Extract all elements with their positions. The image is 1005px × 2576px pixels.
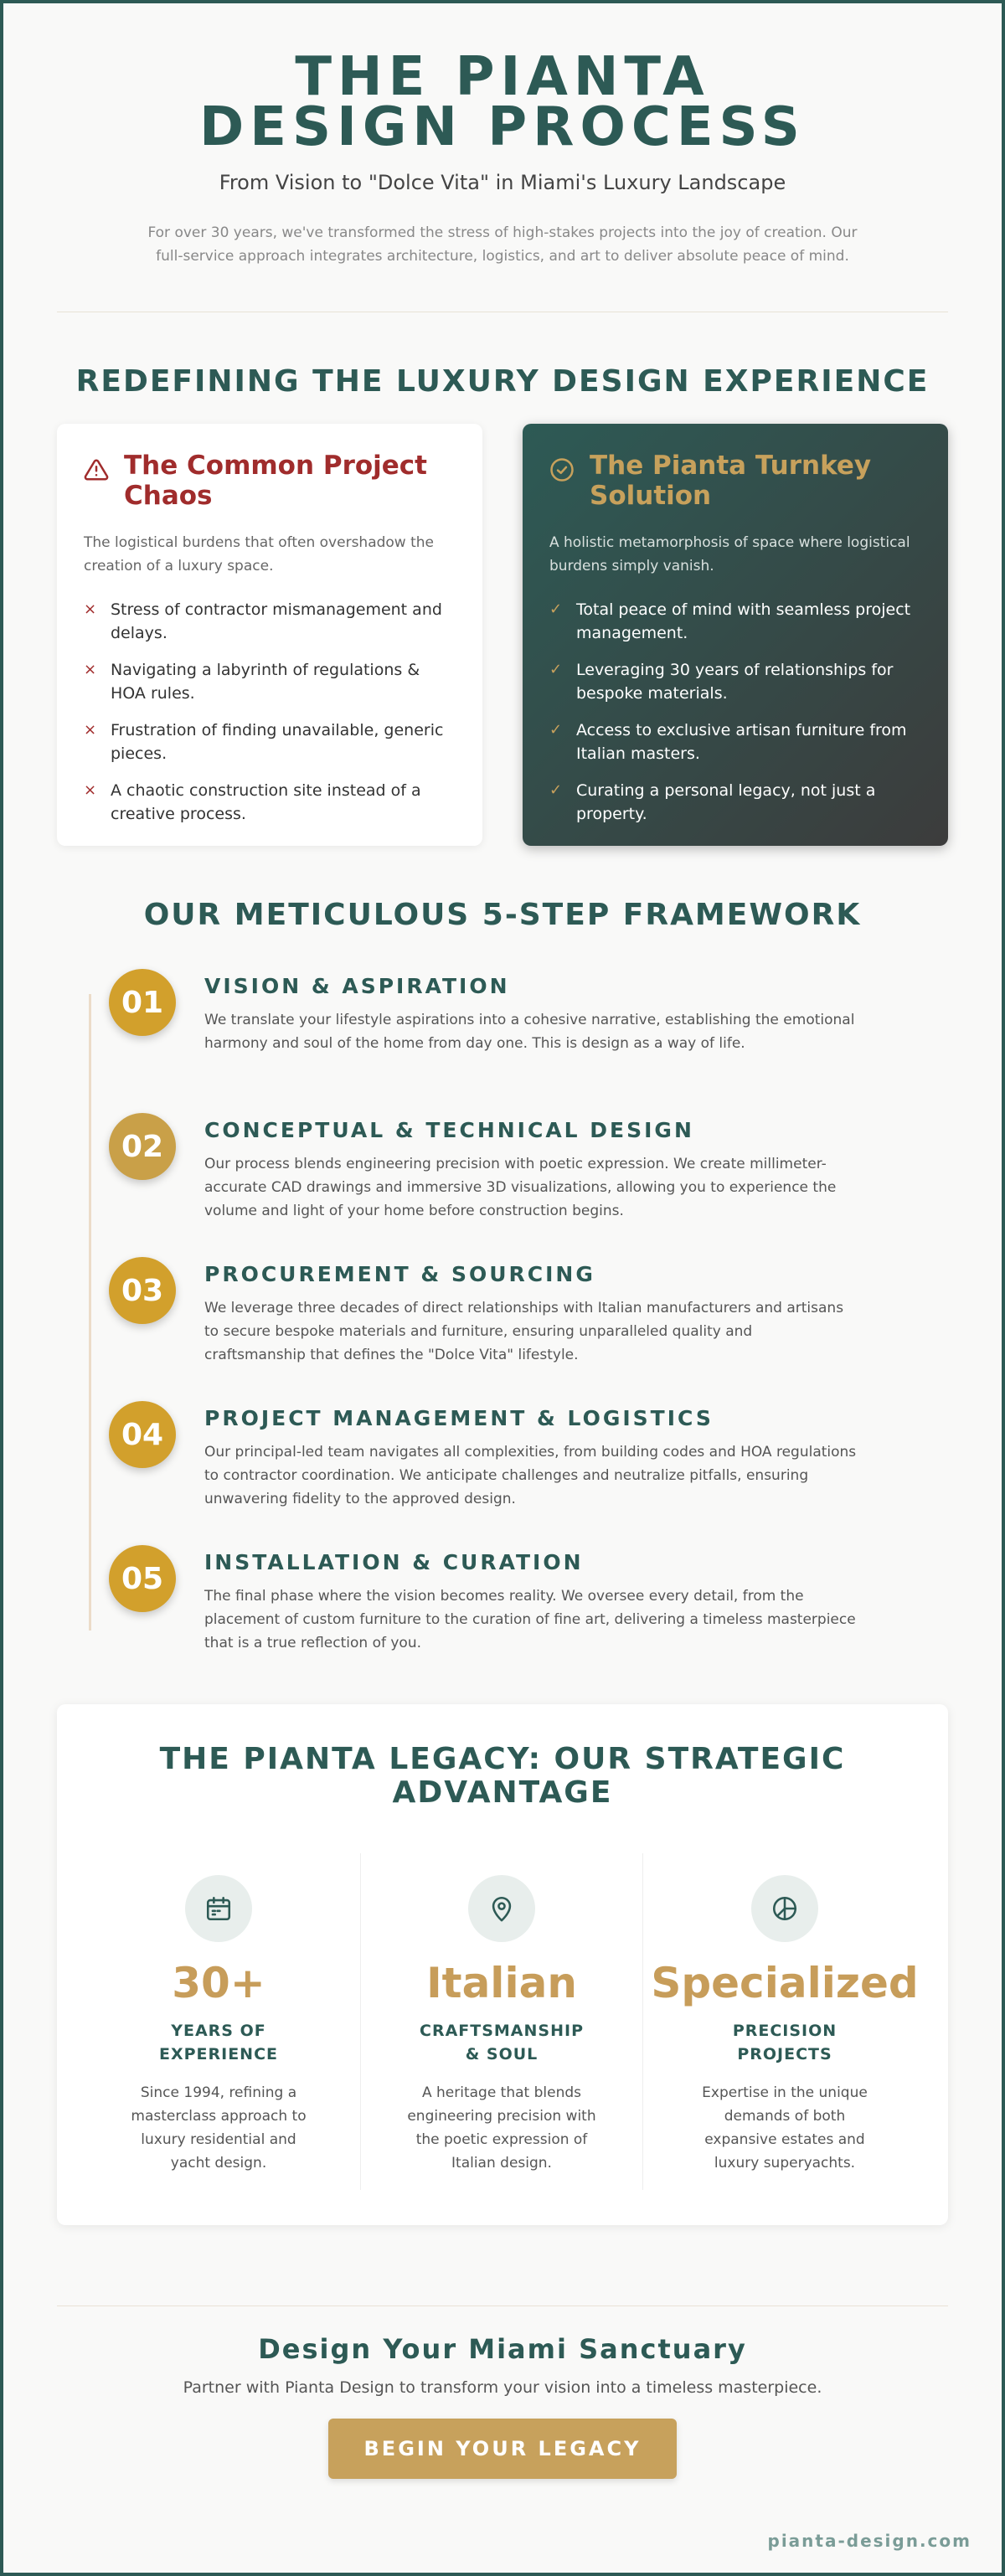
list-item-text: Total peace of mind with seamless project management. (576, 600, 911, 642)
check-circle-icon (549, 457, 575, 482)
list-item (84, 719, 456, 765)
stat-icon-circle (185, 1875, 252, 1942)
x-icon: × (84, 600, 97, 618)
turnkey-card-title: The Pianta Turnkey Solution (590, 451, 872, 511)
intro-text: For over 30 years, we've transformed the stress of high-stakes projects into the joy of creation. Our full-service approach integrates architecture, logistics, and art to deliver absolute peace of mind. (147, 224, 858, 265)
stat-icon-circle (751, 1875, 818, 1942)
check-icon: ✓ (549, 781, 563, 799)
list-item (549, 598, 921, 645)
chaos-list (84, 598, 456, 826)
list-item-text: Frustration of finding unavailable, generic pieces. (111, 721, 444, 763)
stat-italian (360, 1853, 643, 2190)
stat-desc: Expertise in the unique demands of both expansive estates and luxury superyachts. (702, 2084, 868, 2172)
step-number-badge: 02 (109, 1113, 176, 1180)
turnkey-card-desc: A holistic metamorphosis of space where logistical burdens simply vanish. (549, 534, 910, 574)
begin-legacy-button[interactable]: BEGIN YOUR LEGACY (328, 2419, 677, 2479)
legacy-section (57, 1704, 948, 2225)
check-icon: ✓ (549, 600, 563, 618)
chaos-card-title: The Common Project Chaos (124, 451, 427, 511)
legacy-title: THE PIANTA LEGACY: OUR STRATEGIC ADVANTAGE (159, 1742, 846, 1810)
list-item (84, 779, 456, 826)
turnkey-card (523, 424, 948, 846)
step-2 (57, 1113, 948, 1257)
cta-section (57, 2333, 948, 2479)
chaos-card-header (84, 451, 456, 511)
list-item-text: Curating a personal legacy, not just a property. (576, 781, 876, 823)
list-item-text: Leveraging 30 years of relationships for bespoke materials. (576, 661, 894, 703)
x-icon: × (84, 721, 97, 739)
stat-label: CRAFTSMANSHIP & SOUL (420, 2022, 584, 2063)
x-icon: × (84, 781, 97, 799)
step-content (204, 1118, 858, 1223)
step-title: PROCUREMENT & SOURCING (204, 1262, 595, 1286)
legacy-stats (57, 1853, 948, 2190)
step-title: INSTALLATION & CURATION (204, 1550, 584, 1574)
chaos-card (57, 424, 482, 846)
redefining-title: REDEFINING THE LUXURY DESIGN EXPERIENCE (75, 364, 930, 399)
list-item-text: Navigating a labyrinth of regulations & HOA rules. (111, 661, 420, 703)
footer-url: pianta-design.com (767, 2531, 972, 2551)
check-icon: ✓ (549, 661, 563, 678)
step-content (204, 1406, 858, 1511)
check-icon: ✓ (549, 721, 563, 739)
page-title: THE PIANTA DESIGN PROCESS (199, 46, 806, 158)
list-item (549, 658, 921, 705)
list-item (549, 779, 921, 826)
list-item-text: A chaotic construction site instead of a creative process. (111, 781, 421, 823)
list-item (84, 658, 456, 705)
list-item (549, 719, 921, 765)
stat-years (77, 1853, 360, 2190)
framework-title: OUR METICULOUS 5-STEP FRAMEWORK (143, 898, 862, 932)
x-icon: × (84, 661, 97, 678)
step-desc: We translate your lifestyle aspirations into a cohesive narrative, establishing the emotional harmony and soul of the home from day one. This is design as a way of life. (204, 1012, 855, 1052)
turnkey-card-header (549, 451, 921, 511)
stat-icon-circle (468, 1875, 535, 1942)
cta-subtitle: Partner with Pianta Design to transform your vision into a timeless masterpiece. (183, 2378, 822, 2397)
step-desc: Our principal-led team navigates all complexities, from building codes and HOA regulations to contractor coordination. We anticipate challenges and neutralize pitfalls, ensuring unwavering fidelity to the approved design. (204, 1444, 857, 1507)
stat-value: 30+ (172, 1959, 265, 2007)
list-item-text: Stress of contractor mismanagement and delays. (111, 600, 442, 642)
stat-label: YEARS OF EXPERIENCE (158, 2022, 279, 2063)
calendar-icon (204, 1894, 233, 1923)
stat-specialized (643, 1853, 926, 2190)
stat-desc: Since 1994, refining a masterclass approach to luxury residential and yacht design. (131, 2084, 307, 2172)
page-content (57, 3, 948, 2479)
step-title: VISION & ASPIRATION (204, 974, 510, 998)
turnkey-list (549, 598, 921, 826)
step-desc: Our process blends engineering precision with poetic expression. We create millimeter-accurate CAD drawings and immersive 3D visualizations, allowing you to experience the volume and light of your home before construction begins. (204, 1156, 837, 1219)
step-content (204, 1262, 858, 1367)
step-title: CONCEPTUAL & TECHNICAL DESIGN (204, 1118, 694, 1142)
list-item (84, 598, 456, 645)
stat-value: Italian (426, 1959, 577, 2007)
stat-value: Specialized (651, 1959, 919, 2007)
step-5 (57, 1545, 948, 1689)
step-1 (57, 969, 948, 1113)
list-item-text: Access to exclusive artisan furniture from Italian masters. (576, 721, 907, 763)
step-title: PROJECT MANAGEMENT & LOGISTICS (204, 1406, 714, 1430)
step-number-badge: 03 (109, 1257, 176, 1324)
step-number-badge: 05 (109, 1545, 176, 1612)
stat-desc: A heritage that blends engineering precision with the poetic expression of Italian design. (407, 2084, 596, 2172)
step-number-badge: 01 (109, 969, 176, 1036)
page-subtitle: From Vision to "Dolce Vita" in Miami's Luxury Landscape (219, 171, 786, 194)
step-content (204, 1550, 858, 1655)
chaos-card-desc: The logistical burdens that often overshadow the creation of a luxury space. (84, 534, 435, 574)
framework-timeline (57, 969, 948, 1689)
compass-icon (770, 1894, 799, 1923)
step-number-badge: 04 (109, 1401, 176, 1468)
stat-label: PRECISION PROJECTS (732, 2022, 838, 2063)
warning-triangle-icon (84, 457, 109, 482)
step-desc: We leverage three decades of direct relationships with Italian manufacturers and artisans to secure bespoke materials and furniture, ensuring unparalleled quality and craftsmanship that defines the "Dolce Vita" lifestyle. (204, 1300, 844, 1363)
map-pin-icon (487, 1894, 516, 1923)
step-3 (57, 1257, 948, 1401)
step-content (204, 974, 858, 1055)
comparison-cards (57, 424, 948, 846)
hero-section (57, 3, 948, 312)
cta-title: Design Your Miami Sanctuary (258, 2333, 747, 2365)
step-4 (57, 1401, 948, 1545)
step-desc: The final phase where the vision becomes reality. We oversee every detail, from the placement of custom furniture to the curation of fine art, delivering a timeless masterpiece that is a true reflection of you. (204, 1588, 856, 1651)
